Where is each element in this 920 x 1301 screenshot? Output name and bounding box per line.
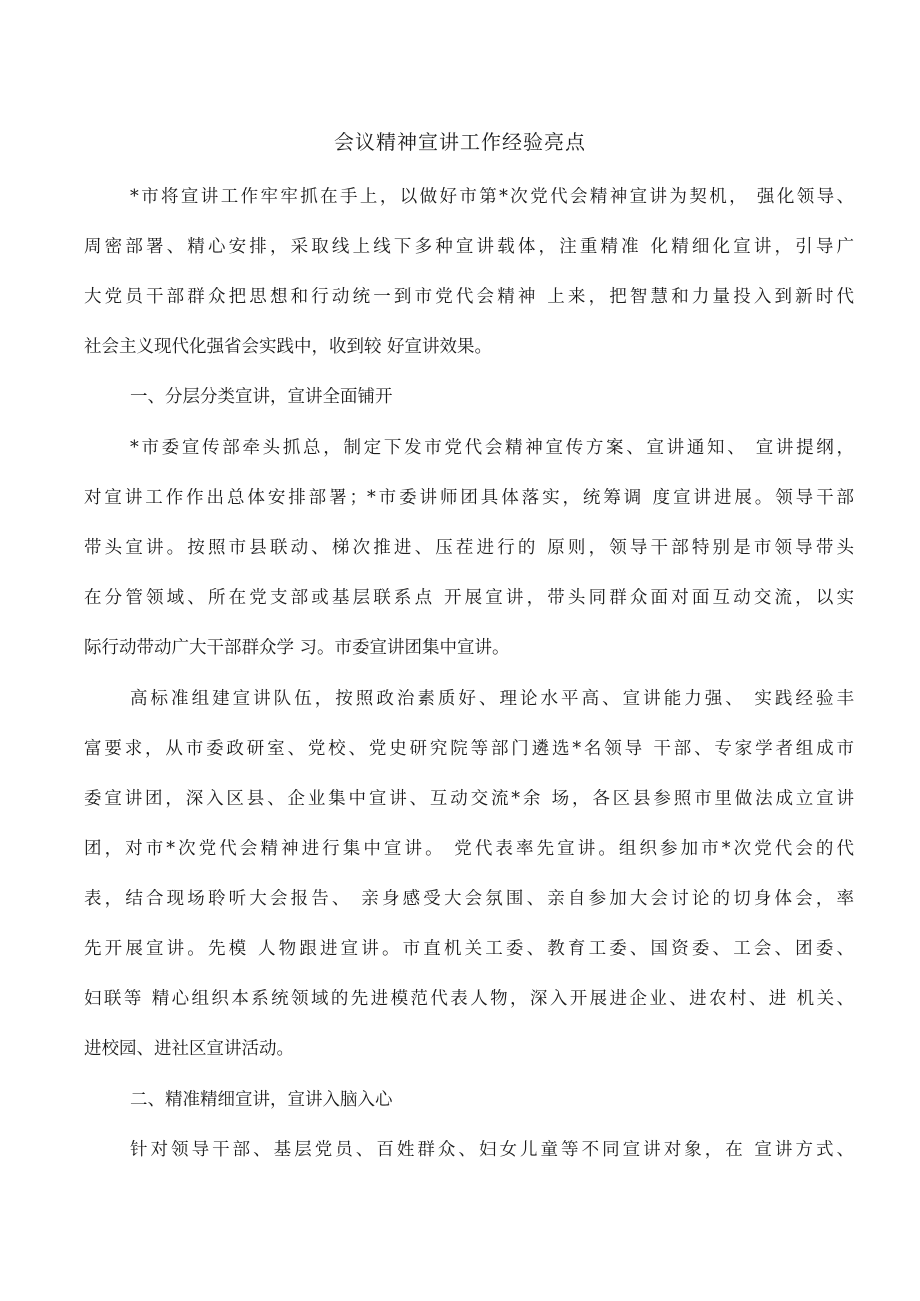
paragraph-2-line-5: 际行动带动广大干部群众学 习。市委宣讲团集中宣讲。 <box>84 638 510 658</box>
section-heading-1: 一、分层分类宣讲，宣讲全面铺开 <box>130 387 393 407</box>
paragraph-2-line-4: 在分管领域、所在党支部或基层联系点 开展宣讲，带头同群众面对面互动交流，以实 <box>84 588 854 608</box>
paragraph-1-line-1: *市将宣讲工作牢牢抓在手上，以做好市第*次党代会精神宣讲为契机， 强化领导、 <box>130 187 854 207</box>
paragraph-3-line-3: 委宣讲团，深入区县、企业集中宣讲、互动交流*余 场，各区县参照市里做法成立宣讲 <box>84 789 854 809</box>
paragraph-3-line-2: 富要求，从市委政研室、党校、党史研究院等部门遴选*名领导 干部、专家学者组成市 <box>84 739 854 759</box>
paragraph-3-line-6: 先开展宣讲。先模 人物跟进宣讲。市直机关工委、教育工委、国资委、工会、团委、 <box>84 939 854 959</box>
section-heading-2: 二、精准精细宣讲，宣讲入脑入心 <box>130 1090 393 1110</box>
paragraph-1-line-3: 大党员干部群众把思想和行动统一到市党代会精神 上来，把智慧和力量投入到新时代 <box>84 287 854 307</box>
paragraph-3-line-7: 妇联等 精心组织本系统领域的先进模范代表人物，深入开展进企业、进农村、进 机关、 <box>84 989 854 1009</box>
paragraph-4-line-1: 针对领导干部、基层党员、百姓群众、妇女儿童等不同宣讲对象，在 宣讲方式、 <box>130 1140 854 1160</box>
paragraph-2-line-1: *市委宣传部牵头抓总，制定下发市党代会精神宣传方案、宣讲通知、 宣讲提纲， <box>130 438 854 458</box>
paragraph-2-line-3: 带头宣讲。按照市县联动、梯次推进、压茬进行的 原则，领导干部特别是市领导带头 <box>84 538 854 558</box>
paragraph-3-line-4: 团，对市*次党代会精神进行集中宣讲。 党代表率先宣讲。组织参加市*次党代会的代 <box>84 839 854 859</box>
paragraph-3-line-5: 表，结合现场聆听大会报告、 亲身感受大会氛围、亲自参加大会讨论的切身体会，率 <box>84 889 854 909</box>
document-title: 会议精神宣讲工作经验亮点 <box>334 130 586 154</box>
paragraph-1-line-2: 周密部署、精心安排，采取线上线下多种宣讲载体，注重精准 化精细化宣讲，引导广 <box>84 237 854 257</box>
paragraph-2-line-2: 对宣讲工作作出总体安排部署；*市委讲师团具体落实，统筹调 度宣讲进展。领导干部 <box>84 488 854 508</box>
paragraph-3-line-8: 进校园、进社区宣讲活动。 <box>84 1039 294 1059</box>
paragraph-1-line-4: 社会主义现代化强省会实践中，收到较 好宣讲效果。 <box>84 337 493 357</box>
paragraph-3-line-1: 高标准组建宣讲队伍，按照政治素质好、理论水平高、宣讲能力强、 实践经验丰 <box>130 689 854 709</box>
